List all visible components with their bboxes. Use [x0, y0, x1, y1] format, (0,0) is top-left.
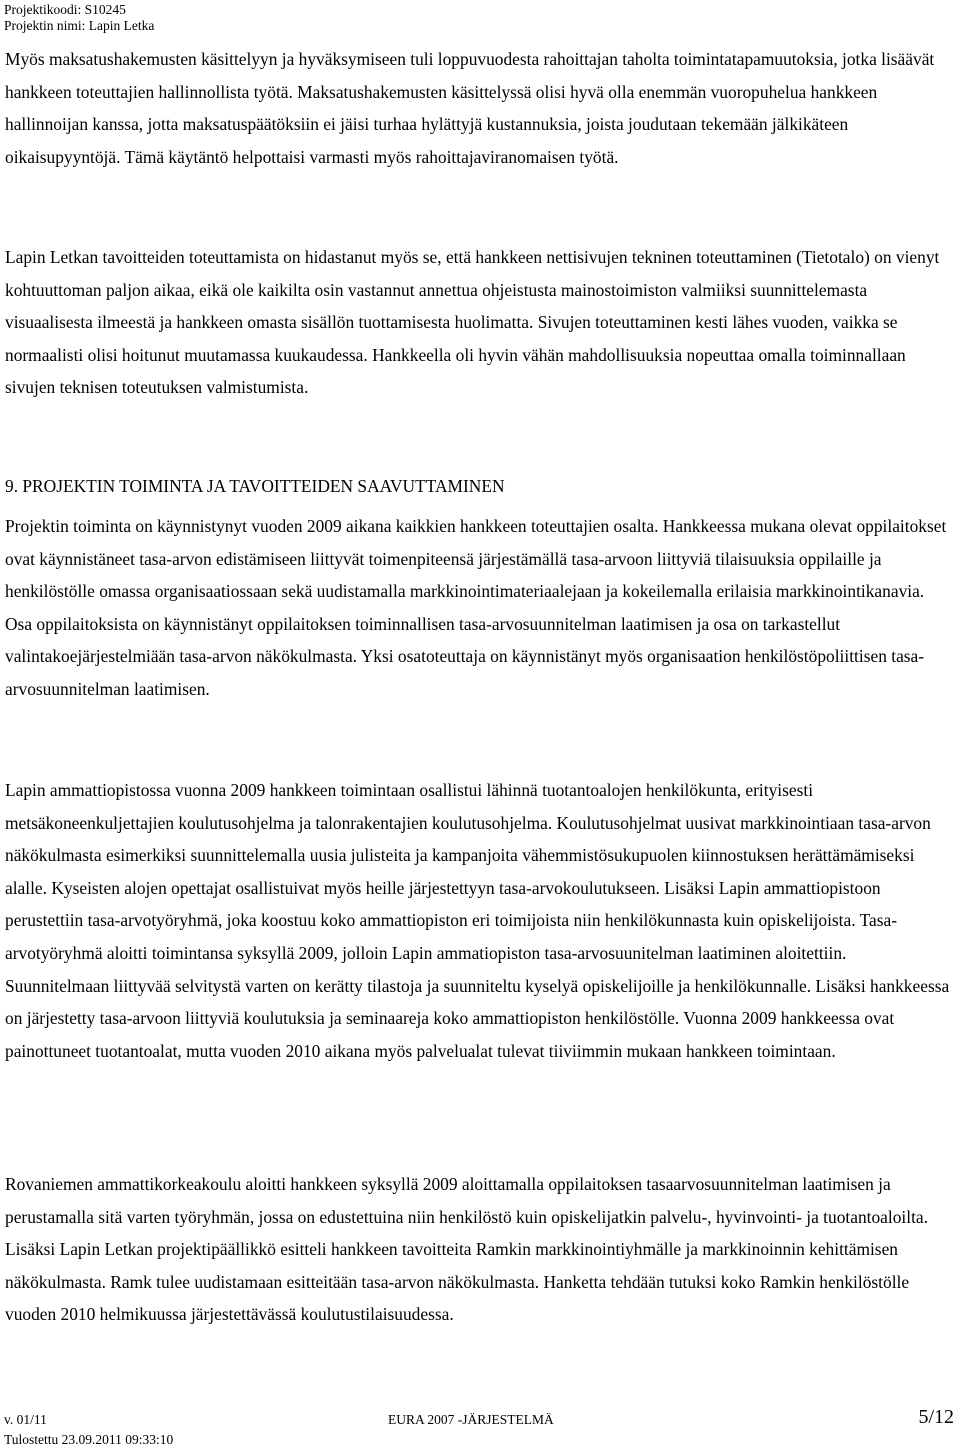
paragraph-project-activities: Projektin toiminta on käynnistynyt vuoden 2009 aikana kaikkien hankkeen toteuttajien osalta. Hankkeessa mukana olevat oppilaitokset ovat käynnistäneet tasa-arvon edistämiseen liittyvät toimenpiteensä järjestämällä tasa-arvoon liittyviä tilaisuuksia oppilaille ja henkilöstölle omassa organisaatiossaan sekä uudistamalla markkinointimateriaalejaan ja kokeilemalla erilaisia markkinointikanavia. Osa oppilaitoksista on käynnistänyt oppilaitoksen toiminnallisen tasa-arvosuunnitelman laatimisen ja osa on tarkastellut valintakoejärjestelmiään tasa-arvon näkökulmasta. Yksi osatoteuttaja on käynnistänyt myös organisaation henkilöstöpoliittisen tasa-arvosuunnitelman laatimisen.	[5, 516, 947, 699]
page-number: 5/12	[918, 1406, 954, 1428]
paragraph-payment-applications: Myös maksatushakemusten käsittelyyn ja hyväksymiseen tuli loppuvuodesta rahoittajan taholta toimintatapamuutoksia, jotka lisäävät hankkeen toteuttajien hallinnollista työtä. Maksatushakemusten käsittelyssä olisi hyvä olla enemmän vuoropuhelua hankkeen hallinnoijan kanssa, jotta maksatuspäätöksiin ei jäisi turhaa hylättyjä kustannuksia, joista joudutaan tekemään jälkikäteen oikaisupyyntöjä. Tämä käytäntö helpottaisi varmasti myös rahoittajaviranomaisen työtä.	[5, 49, 935, 167]
paragraph-website-delay: Lapin Letkan tavoitteiden toteuttamista on hidastanut myös se, että hankkeen nettisivujen tekninen toteuttaminen (Tietotalo) on vienyt kohtuuttoman paljon aikaa, eikä ole kaikilta osin vastannut annettua ohjeistusta mainostoimiston valmiiksi suunnittelemasta visuaalisesta ilmeestä ja hankkeen omasta sisällön tuottamisesta huolimatta. Sivujen toteuttaminen kesti lähes vuoden, vaikka se normaalisti olisi hoitunut muutamassa kuukaudessa. Hankkeella oli hyvin vähän mahdollisuuksia nopeuttaa omalla toiminnallaan sivujen teknisen toteutuksen valmistumista.	[5, 247, 940, 398]
paragraph-vocational-college: Lapin ammattiopistossa vuonna 2009 hankkeen toimintaan osallistui lähinnä tuotantoalojen henkilökunta, erityisesti metsäkoneenkuljettajien koulutusohjelma ja talonrakentajien koulutusohjelma. Koulutusohjelmat uusivat markkinointiaan tasa-arvon näkökulmasta esimerkiksi suunnittelemalla uusia julisteita ja kampanjoita vähemmistösukupuolen kiinnostuksen herättämämiseksi alalle. Kyseisten alojen opettajat osallistuivat myös heille järjestettyyn tasa-arvokoulutukseen. Lisäksi Lapin ammattiopistoon perustettiin tasa-arvotyöryhmä, joka koostuu koko ammattiopiston eri toimijoista niin henkilökunnasta kuin opiskelijoista. Tasa-arvotyöryhmä aloitti toimintansa syksyllä 2009, jolloin Lapin ammatiopiston tasa-arvosuunitelman laatiminen aloitettiin. Suunnitelmaan liittyvää selvitystä varten on kerätty tilastoja ja suunniteltu kyselyä opiskelijoille ja henkilökunnalle. Lisäksi hankkeessa on järjestetty tasa-arvoon liittyviä koulutuksia ja seminaareja koko ammattiopiston henkilöstölle. Vuonna 2009 hankkeessa ovat painottuneet tuotantoalat, mutta vuoden 2010 aikana myös palvelualat tulevat tiiviimmin mukaan hankkeen toimintaan.	[5, 780, 950, 1061]
footer-system-name: EURA 2007 -JÄRJESTELMÄ	[388, 1412, 554, 1427]
footer-version: v. 01/11	[4, 1412, 47, 1427]
project-code: Projektikoodi: S10245	[4, 2, 126, 17]
section-heading: 9. PROJEKTIN TOIMINTA JA TAVOITTEIDEN SAAVUTTAMINEN	[5, 476, 505, 496]
paragraph-university-applied-sciences: Rovaniemen ammattikorkeakoulu aloitti hankkeen syksyllä 2009 aloittamalla oppilaitoksen tasaarvosuunnitelman laatimisen ja perustamalla sitä varten työryhmän, jossa on edustettuina niin henkilöstö kuin opiskelijatkin palvelu-, hyvinvointi- ja tuotantoaloilta. Lisäksi Lapin Letkan projektipäällikkö esitteli hankkeen tavoitteita Ramkin markkinointiyhmälle ja markkinoinnin kehittämisen näkökulmasta. Ramk tulee uudistamaan esitteitään tasa-arvon näkökulmasta. Hanketta tehdään tutuksi koko Ramkin henkilöstölle vuoden 2010 helmikuussa järjestettävässä koulutustilaisuudessa.	[5, 1174, 928, 1325]
project-name: Projektin nimi: Lapin Letka	[4, 18, 155, 33]
footer-printed-date: Tulostettu 23.09.2011 09:33:10	[4, 1432, 174, 1447]
